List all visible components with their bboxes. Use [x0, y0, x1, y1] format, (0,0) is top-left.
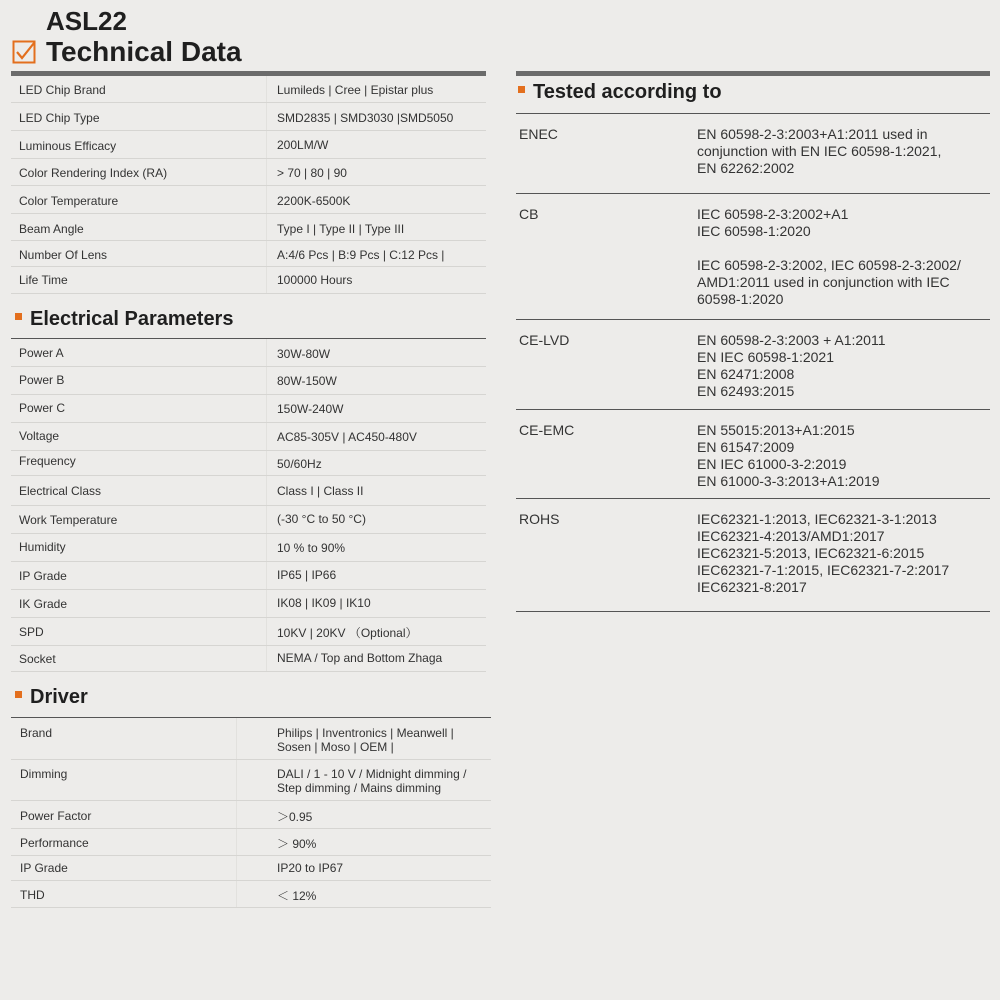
row-label: Work Temperature — [19, 513, 118, 527]
standard-block-rohs — [516, 499, 990, 612]
standard-lines — [697, 511, 949, 596]
row-value: 50/60Hz — [277, 457, 322, 471]
table-row — [11, 534, 486, 562]
row-value: A:4/6 Pcs | B:9 Pcs | C:12 Pcs | — [277, 248, 445, 262]
technical-table — [11, 76, 486, 294]
table-row — [11, 186, 486, 214]
table-row — [11, 618, 486, 646]
row-label: Performance — [20, 836, 89, 850]
row-value: 200LM/W — [277, 138, 329, 152]
tested-heading-text: Tested according to — [533, 81, 722, 103]
row-value-line1: Philips | Inventronics | Meanwell | — [277, 726, 454, 740]
orange-square-icon — [518, 86, 525, 93]
row-label: IP Grade — [19, 569, 67, 583]
row-value: ＞0.95 — [277, 810, 313, 824]
table-row — [11, 646, 486, 672]
row-value: SMD2835 | SMD3030 |SMD5050 — [277, 111, 454, 125]
row-label: Electrical Class — [19, 484, 102, 498]
row-label: Luminous Efficacy — [19, 139, 117, 153]
row-value: 10 % to 90% — [277, 541, 346, 555]
table-row — [11, 451, 486, 476]
electrical-heading-text: Electrical Parameters — [30, 308, 234, 330]
standard-name: CE-EMC — [519, 422, 575, 438]
row-label: SPD — [19, 625, 44, 639]
table-row — [11, 367, 486, 395]
table-row — [11, 103, 486, 131]
row-value: IP65 | IP66 — [277, 568, 337, 582]
table-row — [11, 760, 491, 801]
standard-line: IEC62321-5:2013, IEC62321-6:2015 — [697, 545, 925, 561]
table-row — [11, 76, 486, 103]
standard-line: EN 61000-3-3:2013+A1:2019 — [697, 473, 880, 489]
table-row — [11, 881, 491, 908]
standard-line: EN 62471:2008 — [697, 366, 795, 382]
standard-block-ce-emc — [516, 410, 990, 499]
row-value: IP20 to IP67 — [277, 861, 344, 875]
row-label: Voltage — [19, 429, 60, 443]
table-row — [11, 267, 486, 294]
standard-line: EN 62262:2002 — [697, 160, 795, 176]
row-label: Number Of Lens — [19, 248, 108, 262]
row-label: Dimming — [20, 767, 68, 781]
standard-line: IEC 60598-2-3:2002+A1 — [697, 206, 849, 222]
standard-name: ENEC — [519, 126, 558, 142]
row-value: ＜ 12% — [277, 889, 317, 903]
standard-line: EN 60598-2-3:2003+A1:2011 used in — [697, 126, 928, 142]
row-label: Color Temperature — [19, 194, 119, 208]
standard-line: conjunction with EN IEC 60598-1:2021, — [697, 143, 942, 159]
standard-line: 60598-1:2020 — [697, 291, 784, 307]
row-value: 2200K-6500K — [277, 194, 351, 208]
standard-line: IEC62321-7-1:2015, IEC62321-7-2:2017 — [697, 562, 950, 578]
table-row — [11, 339, 486, 367]
standard-line: IEC62321-1:2013, IEC62321-3-1:2013 — [697, 511, 937, 527]
row-label: IK Grade — [19, 597, 68, 611]
table-row — [11, 506, 486, 534]
top-rule-right — [516, 71, 990, 76]
standard-lines — [697, 206, 961, 308]
table-row — [11, 801, 491, 829]
table-row — [11, 829, 491, 856]
row-label: Power A — [19, 346, 64, 360]
row-label: Power B — [19, 373, 65, 387]
row-value: 100000 Hours — [277, 273, 353, 287]
electrical-heading — [15, 308, 233, 331]
standard-line-spacer — [697, 240, 961, 257]
row-value: Lumileds | Cree | Epistar plus — [277, 83, 434, 97]
table-row — [11, 718, 491, 760]
standard-block-enec — [516, 114, 990, 194]
standard-line: IEC62321-8:2017 — [697, 579, 807, 595]
row-value-line2: Sosen | Moso | OEM | — [277, 740, 394, 754]
row-value: > 70 | 80 | 90 — [277, 166, 347, 180]
row-label: Brand — [20, 726, 53, 740]
table-row — [11, 476, 486, 506]
row-value: 150W-240W — [277, 402, 344, 416]
standard-line: EN 55015:2013+A1:2015 — [697, 422, 855, 438]
row-value: ＞ 90% — [277, 837, 317, 851]
row-label: LED Chip Type — [19, 111, 100, 125]
table-row — [11, 131, 486, 159]
row-value-line1: DALI / 1 - 10 V / Midnight dimming / — [277, 767, 467, 781]
table-row — [11, 241, 486, 267]
standard-block-cb — [516, 194, 990, 320]
model-name: ASL22 — [46, 6, 127, 36]
standard-lines — [697, 332, 886, 400]
standard-line: EN IEC 60598-1:2021 — [697, 349, 834, 365]
row-value-line2: Step dimming / Mains dimming — [277, 781, 442, 795]
row-value: Type I | Type II | Type III — [277, 222, 405, 236]
electrical-table — [11, 339, 486, 672]
standard-lines — [697, 422, 880, 490]
row-label: Beam Angle — [19, 222, 84, 236]
driver-heading — [15, 686, 88, 709]
page-title: Technical Data — [46, 36, 242, 67]
standard-line: EN IEC 61000-3-2:2019 — [697, 456, 847, 472]
tested-heading — [518, 81, 722, 104]
standard-line: IEC62321-4:2013/AMD1:2017 — [697, 528, 885, 544]
row-label: Humidity — [19, 540, 66, 554]
row-label: Socket — [19, 652, 56, 666]
table-row — [11, 562, 486, 590]
row-label: LED Chip Brand — [19, 83, 106, 97]
table-row — [11, 214, 486, 241]
standard-line: AMD1:2011 used in conjunction with IEC — [697, 274, 950, 290]
table-row — [11, 395, 486, 423]
table-row — [11, 590, 486, 618]
row-label: Color Rendering Index (RA) — [19, 166, 168, 180]
table-row — [11, 423, 486, 451]
row-label: Power C — [19, 401, 66, 415]
driver-table — [11, 718, 491, 908]
standard-block-ce-lvd — [516, 320, 990, 410]
row-value: AC85-305V | AC450-480V — [277, 430, 417, 444]
row-label: Frequency — [19, 454, 76, 468]
row-label: Life Time — [19, 273, 68, 287]
standard-line: IEC 60598-1:2020 — [697, 223, 811, 239]
row-value: 30W-80W — [277, 347, 331, 361]
standard-lines — [697, 126, 941, 177]
row-value: (-30 °C to 50 °C) — [277, 512, 366, 526]
row-value: NEMA / Top and Bottom Zhaga — [277, 651, 443, 665]
table-row — [11, 856, 491, 881]
row-value: 10KV | 20KV （Optional） — [277, 626, 418, 640]
standard-line: EN 60598-2-3:2003 + A1:2011 — [697, 332, 886, 348]
orange-square-icon — [15, 313, 22, 320]
standard-line: EN 62493:2015 — [697, 383, 795, 399]
standard-name: CB — [519, 206, 539, 222]
standard-name: ROHS — [519, 511, 560, 527]
row-label: IP Grade — [20, 861, 68, 875]
row-label: THD — [20, 888, 45, 902]
row-value: IK08 | IK09 | IK10 — [277, 596, 371, 610]
standard-name: CE-LVD — [519, 332, 570, 348]
row-label: Power Factor — [20, 809, 92, 823]
table-row — [11, 159, 486, 186]
standard-line: EN 61547:2009 — [697, 439, 795, 455]
row-value: 80W-150W — [277, 374, 337, 388]
row-value: Class I | Class II — [277, 484, 364, 498]
driver-heading-text: Driver — [30, 686, 88, 708]
checkbox-checked-icon — [12, 40, 36, 64]
orange-square-icon — [15, 691, 22, 698]
standard-line: IEC 60598-2-3:2002, IEC 60598-2-3:2002/ — [697, 257, 961, 273]
